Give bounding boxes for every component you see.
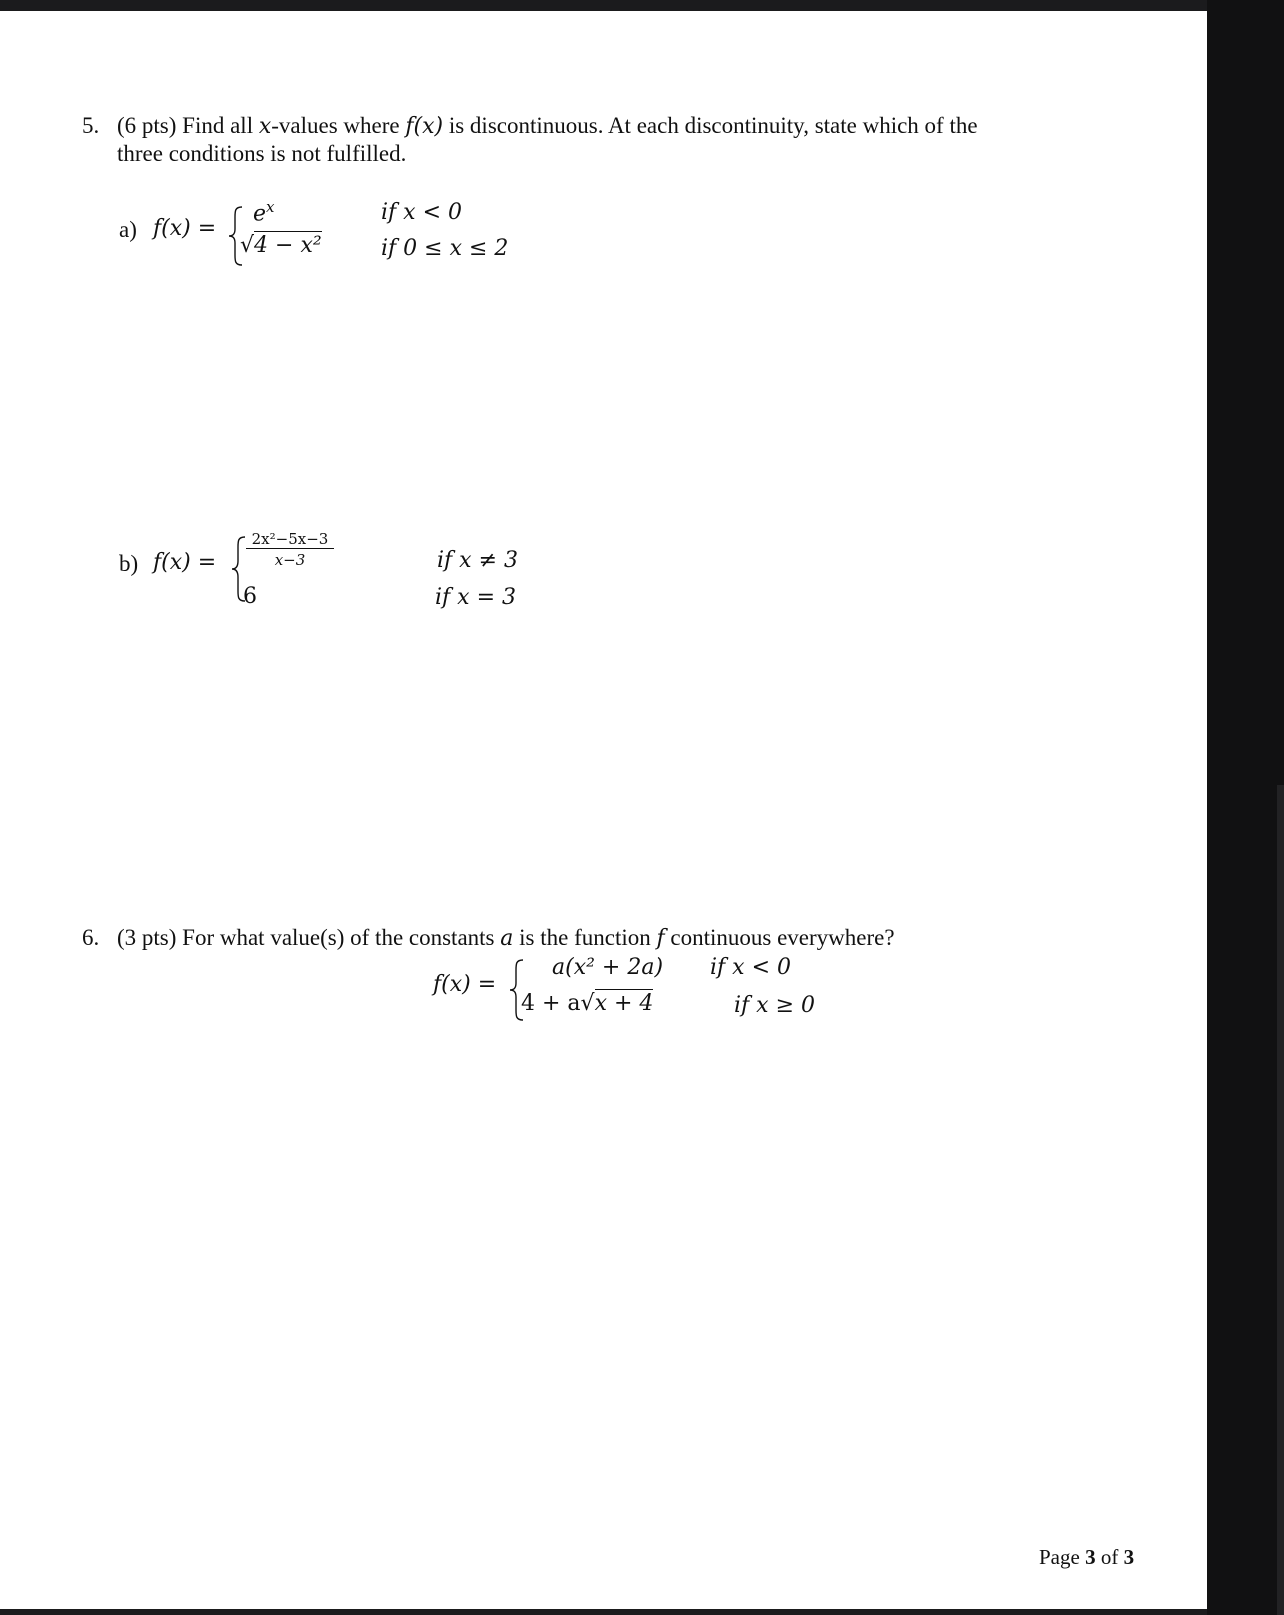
q6-piece1-expr: a(x² + 2a): [552, 955, 664, 980]
q5a-piece2-condition: if 0 ≤ x ≤ 2: [381, 236, 509, 261]
q6-piece2-condition: if x ≥ 0: [734, 993, 815, 1018]
top-window-bar: [0, 0, 1284, 11]
q5b-piece1-condition: if x ≠ 3: [437, 548, 518, 573]
q5-prompt-line2: three conditions is not fulfilled.: [117, 141, 407, 166]
q5a-piece2-expr: √4 − x²: [240, 233, 322, 258]
q5b-piece2-condition: if x = 3: [435, 585, 516, 610]
q6-piece2-expr: 4 + a√x + 4: [521, 991, 654, 1016]
scrollbar-track[interactable]: [1277, 785, 1284, 1615]
q5b-numerator: 2x²−5x−3: [251, 530, 329, 548]
q5b-piece2-expr: 6: [243, 584, 257, 609]
q5a-piece1-expr: $e^x$: [253, 198, 275, 227]
q5b-piece1-fraction: [246, 530, 334, 569]
q5-prompt-line1: (6 pts) Find all x-values where f(x) is discontinuous. At each discontinuity, state which of the: [117, 113, 978, 139]
q5a-lhs: f(x) =: [153, 216, 217, 241]
q6-number: 6.: [82, 925, 100, 950]
document-page: [0, 11, 1207, 1609]
q6-piece1-condition: if x < 0: [710, 955, 791, 980]
q5a-label: a): [119, 217, 137, 242]
q5a-piece1-condition: if x < 0: [381, 200, 462, 225]
page-number: Page 3 of 3: [1039, 1545, 1135, 1569]
q6-prompt: (3 pts) For what value(s) of the constants a is the function f continuous everywhere?: [117, 925, 895, 951]
q5b-lhs: f(x) =: [153, 550, 217, 575]
q5-number: 5.: [82, 113, 100, 138]
q5b-denominator: x−3: [246, 548, 334, 569]
q6-lhs: f(x) =: [433, 972, 497, 997]
q5b-label: b): [119, 551, 139, 576]
right-dark-margin: [1207, 0, 1284, 1615]
